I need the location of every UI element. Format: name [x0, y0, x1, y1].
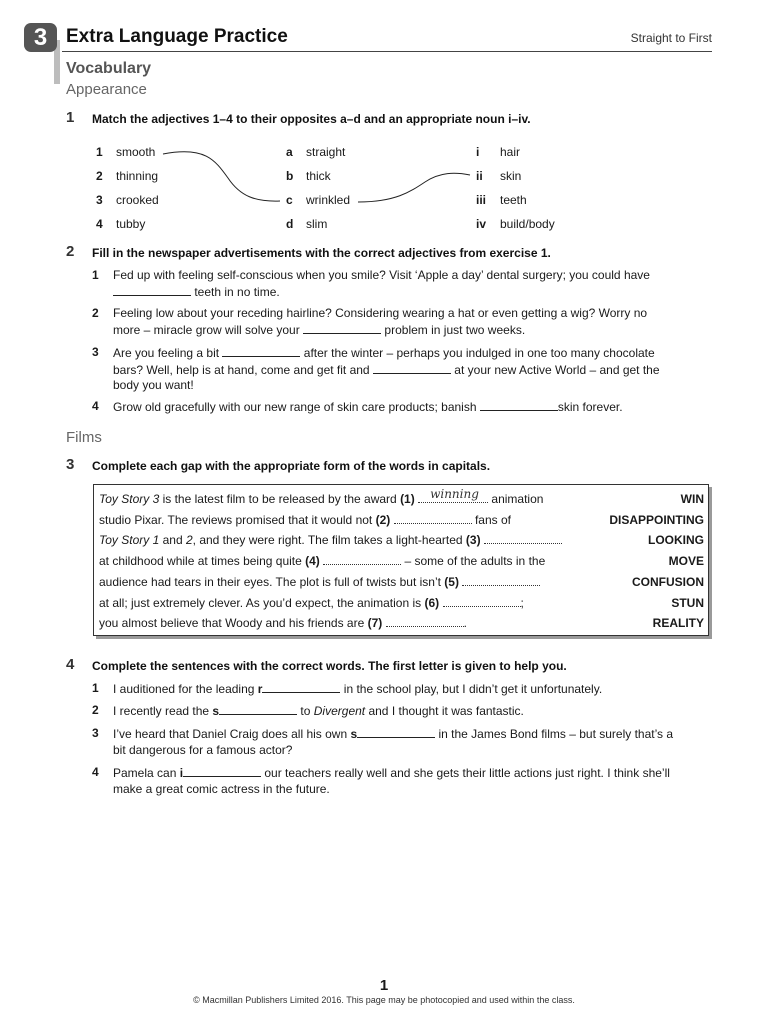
answer-gap[interactable] — [303, 322, 381, 334]
exercise-3-line-4: at childhood while at times being quite (4) – some of the adults in the — [99, 554, 546, 568]
answer-gap[interactable] — [219, 703, 297, 715]
exercise-2-item-2: 2 Feeling low about your receding hairline? Considering wearing a hat or even getting a wig? Worry no more – miracle grow will solve your problem in just two weeks. — [92, 306, 648, 337]
exercise-2-item-1: 1 Fed up with feeling self-conscious when you smile? Visit ‘Apple a day’ dental surgery; you could have teeth in no time. — [92, 268, 650, 299]
matching-lines — [0, 0, 768, 260]
match-item: b thick — [286, 169, 331, 183]
answer-gap[interactable] — [480, 399, 558, 411]
match-item: a straight — [286, 145, 346, 159]
page-number: 1 — [379, 977, 389, 994]
exercise-3-line-3: Toy Story 1 and 2, and they were right. The film takes a light-hearted (3) — [99, 532, 569, 547]
match-item: 4 tubby — [96, 217, 146, 231]
capital-word-2: DISAPPOINTING — [609, 513, 704, 527]
capital-word-3: LOOKING — [648, 533, 704, 547]
exercise-1-number: 1 — [66, 109, 75, 126]
section-heading-films: Films — [66, 429, 102, 446]
answer-gap[interactable] — [373, 362, 451, 374]
answer-gap[interactable]: winning — [418, 491, 488, 503]
exercise-3-line-2: studio Pixar. The reviews promised that it would not (2) fans of — [99, 513, 511, 527]
exercise-3-line-7: you almost believe that Woody and his friends are (7) . — [99, 616, 467, 630]
match-item: c wrinkled — [286, 193, 351, 207]
copyright-notice: © Macmillan Publishers Limited 2016. This page may be photocopied and used within the class. — [193, 995, 575, 1005]
exercise-3-instruction: Complete each gap with the appropriate form of the words in capitals. — [92, 459, 491, 473]
answer-gap[interactable] — [386, 615, 464, 627]
exercise-3-number: 3 — [66, 456, 75, 473]
subheading-appearance: Appearance — [66, 81, 147, 98]
exercise-4-instruction: Complete the sentences with the correct words. The first letter is given to help you. — [92, 659, 567, 673]
answer-gap[interactable] — [462, 574, 540, 586]
exercise-2-number: 2 — [66, 243, 75, 260]
exercise-2-item-4: 4 Grow old gracefully with our new range of skin care products; banish skin forever. — [92, 399, 623, 414]
answer-gap[interactable] — [484, 532, 562, 544]
match-line-smooth-wrinkled — [163, 152, 280, 201]
match-item: iv build/body — [476, 217, 555, 231]
exercise-4-item-1: 1 I auditioned for the leading r in the school play, but I didn’t get it unfortunately. — [92, 681, 603, 696]
answer-gap[interactable] — [183, 765, 261, 777]
answer-gap[interactable] — [113, 284, 191, 296]
exercise-4-item-2: 2 I recently read the s to Divergent and I thought it was fantastic. — [92, 703, 524, 718]
exercise-2-instruction: Fill in the newspaper advertisements with the correct adjectives from exercise 1. — [92, 246, 551, 260]
capital-word-4: MOVE — [668, 554, 704, 568]
exercise-3-line-5: audience had tears in their eyes. The plot is full of twists but isn’t (5) — [99, 574, 569, 589]
capital-word-7: REALITY — [652, 616, 704, 630]
exercise-4-number: 4 — [66, 656, 75, 673]
exercise-4-item-3: 3 I’ve heard that Daniel Craig does all his own s in the James Bond films – but surely that’s a bit dangerous for a famous actor? — [92, 726, 674, 757]
answer-gap[interactable] — [262, 681, 340, 693]
capital-word-6: STUN — [671, 596, 704, 610]
answer-gap[interactable] — [222, 345, 300, 357]
course-name: Straight to First — [630, 31, 712, 45]
capital-word-5: CONFUSION — [632, 575, 704, 589]
capital-word-1: WIN — [680, 492, 704, 506]
match-item: ii skin — [476, 169, 522, 183]
match-line-wrinkled-skin — [358, 173, 470, 202]
answer-gap[interactable] — [357, 726, 435, 738]
match-item: i hair — [476, 145, 521, 159]
exercise-2-item-3: 3 Are you feeling a bit after the winter – perhaps you indulged in one too many chocolate bars? Well, help is at hand, come and get fit and at your new Active World – and get the body you want! — [92, 345, 660, 392]
answer-gap[interactable] — [443, 595, 521, 607]
match-item: 1 smooth — [96, 145, 156, 159]
match-item: 3 crooked — [96, 193, 159, 207]
match-item: d slim — [286, 217, 328, 231]
unit-number-badge: 3 — [24, 23, 57, 52]
exercise-4-item-4: 4 Pamela can i our teachers really well and she gets their little actions just right. I think she’ll make a great comic actress in the future. — [92, 765, 670, 796]
exercise-3-line-1: Toy Story 3 is the latest film to be released by the award (1) winning animation — [99, 487, 544, 506]
exercise-1-instruction: Match the adjectives 1–4 to their opposites a–d and an appropriate noun i–iv. — [92, 112, 531, 126]
answer-gap[interactable] — [323, 553, 401, 565]
match-item: 2 thinning — [96, 169, 159, 183]
match-item: iii teeth — [476, 193, 527, 207]
page-title: Extra Language Practice — [66, 26, 288, 47]
section-heading-vocabulary: Vocabulary — [66, 60, 152, 77]
answer-gap[interactable] — [394, 512, 472, 524]
exercise-3-line-6: at all; just extremely clever. As you’d expect, the animation is (6) ; — [99, 596, 524, 610]
